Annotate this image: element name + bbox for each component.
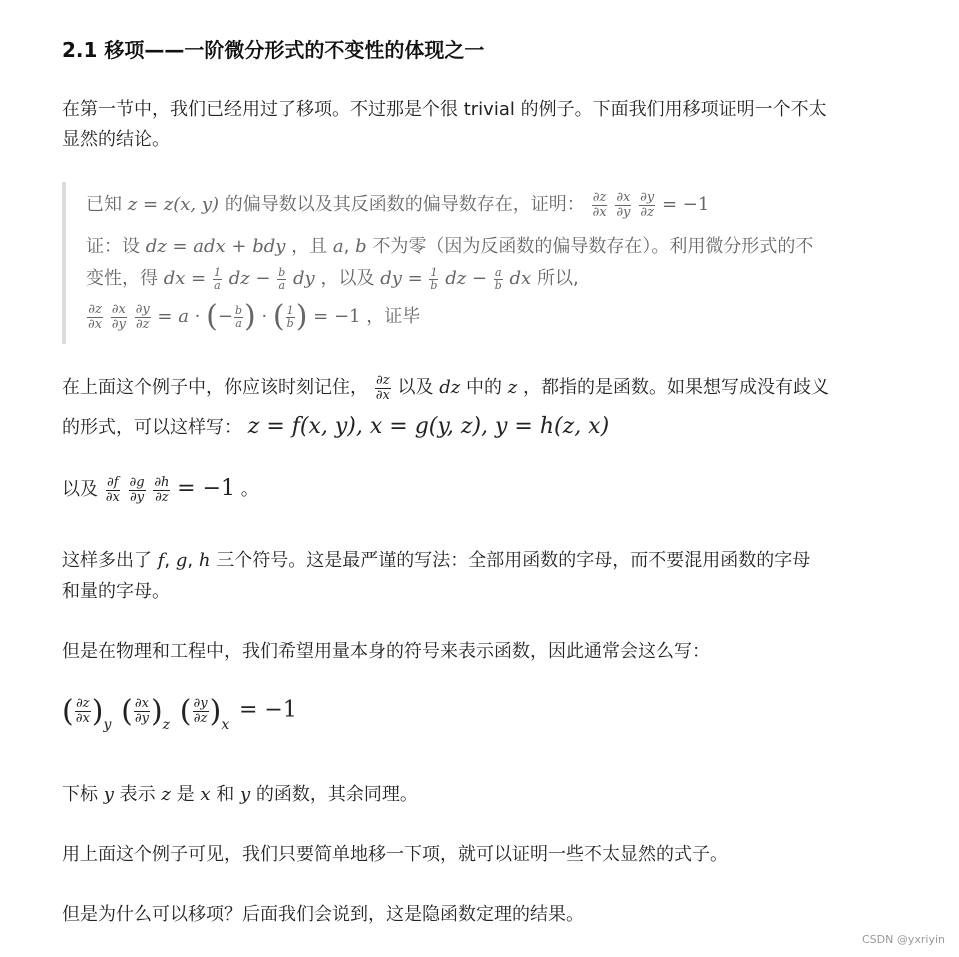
- quote-line-1: 已知 z = z(x, y) 的偏导数以及其反函数的偏导数存在，证明： $\frac{\partial z}{\partial x}$ $\frac{\partial x}{\partial y}$ $\frac{\partial y}{\partial z}$ = −1: [86, 189, 710, 220]
- paragraph-1-line-1: 在第一节中，我们已经用过了移项。不过那是个很 trivial 的例子。下面我们用移项证明一个不太: [62, 99, 827, 120]
- paragraph-8: 但是为什么可以移项？后面我们会说到，这是隐函数定理的结果。: [62, 904, 584, 925]
- blockquote-bar: [62, 182, 66, 344]
- paragraph-6: 下标 y 表示 z 是 x 和 y 的函数，其余同理。: [62, 784, 418, 805]
- quote-line-2: 证：设 dz = adx + bdy ，且 a, b 不为零（因为反函数的偏导数存在）。利用微分形式的不: [86, 236, 814, 257]
- csdn-watermark: CSDN @yxriyin: [862, 933, 945, 946]
- paragraph-7: 用上面这个例子可见，我们只要简单地移一下项，就可以证明一些不太显然的式子。: [62, 844, 728, 865]
- quote-line-3: 变性，得 dx = $\frac{1}{a}$ dz − $\frac{b}{a}$ dy ，以及 dy = $\frac{1}{b}$ dz − $\frac{a}{b}$ dx 所以,: [86, 265, 579, 292]
- paragraph-4-line-1: 这样多出了 f, g, h 三个符号。这是最严谨的写法：全部用函数的字母，而不要混用函数的字母: [62, 550, 811, 571]
- section-heading: 2.1 移项——一阶微分形式的不变性的体现之一: [62, 38, 485, 62]
- quote-line-4: $\frac{\partial z}{\partial x}$ $\frac{\partial x}{\partial y}$ $\frac{\partial y}{\partial z}$ = a · (− $\frac{b}{a}$ ) · ( $\frac{1}{b}$ ) = −1 ，证毕: [88, 299, 421, 334]
- paragraph-4-line-2: 和量的字母。: [62, 581, 170, 602]
- paragraph-2-line-1: 在上面这个例子中，你应该时刻记住， $\frac{\partial z}{\partial x}$ 以及 dz 中的 z ，都指的是函数。如果想写成没有歧义: [62, 372, 829, 403]
- paragraph-3: 以及 $\frac{\partial f}{\partial x}$ $\frac{\partial g}{\partial y}$ $\frac{\partial h}{\partial z}$ = −1 。: [62, 474, 259, 505]
- display-equation: ( $\frac{\partial z}{\partial x}$ )$_y$ ( $\frac{\partial x}{\partial y}$ )$_z$ ( $\frac{\partial y}{\partial z}$ )$_x = -1$: [62, 694, 297, 733]
- paragraph-1-line-2: 显然的结论。: [62, 129, 170, 150]
- paragraph-5: 但是在物理和工程中，我们希望用量本身的符号来表示函数，因此通常会这么写：: [62, 641, 710, 662]
- paragraph-2-line-2: 的形式，可以这样写： z = f(x, y), x = g(y, z), y = h(z, x): [62, 414, 610, 439]
